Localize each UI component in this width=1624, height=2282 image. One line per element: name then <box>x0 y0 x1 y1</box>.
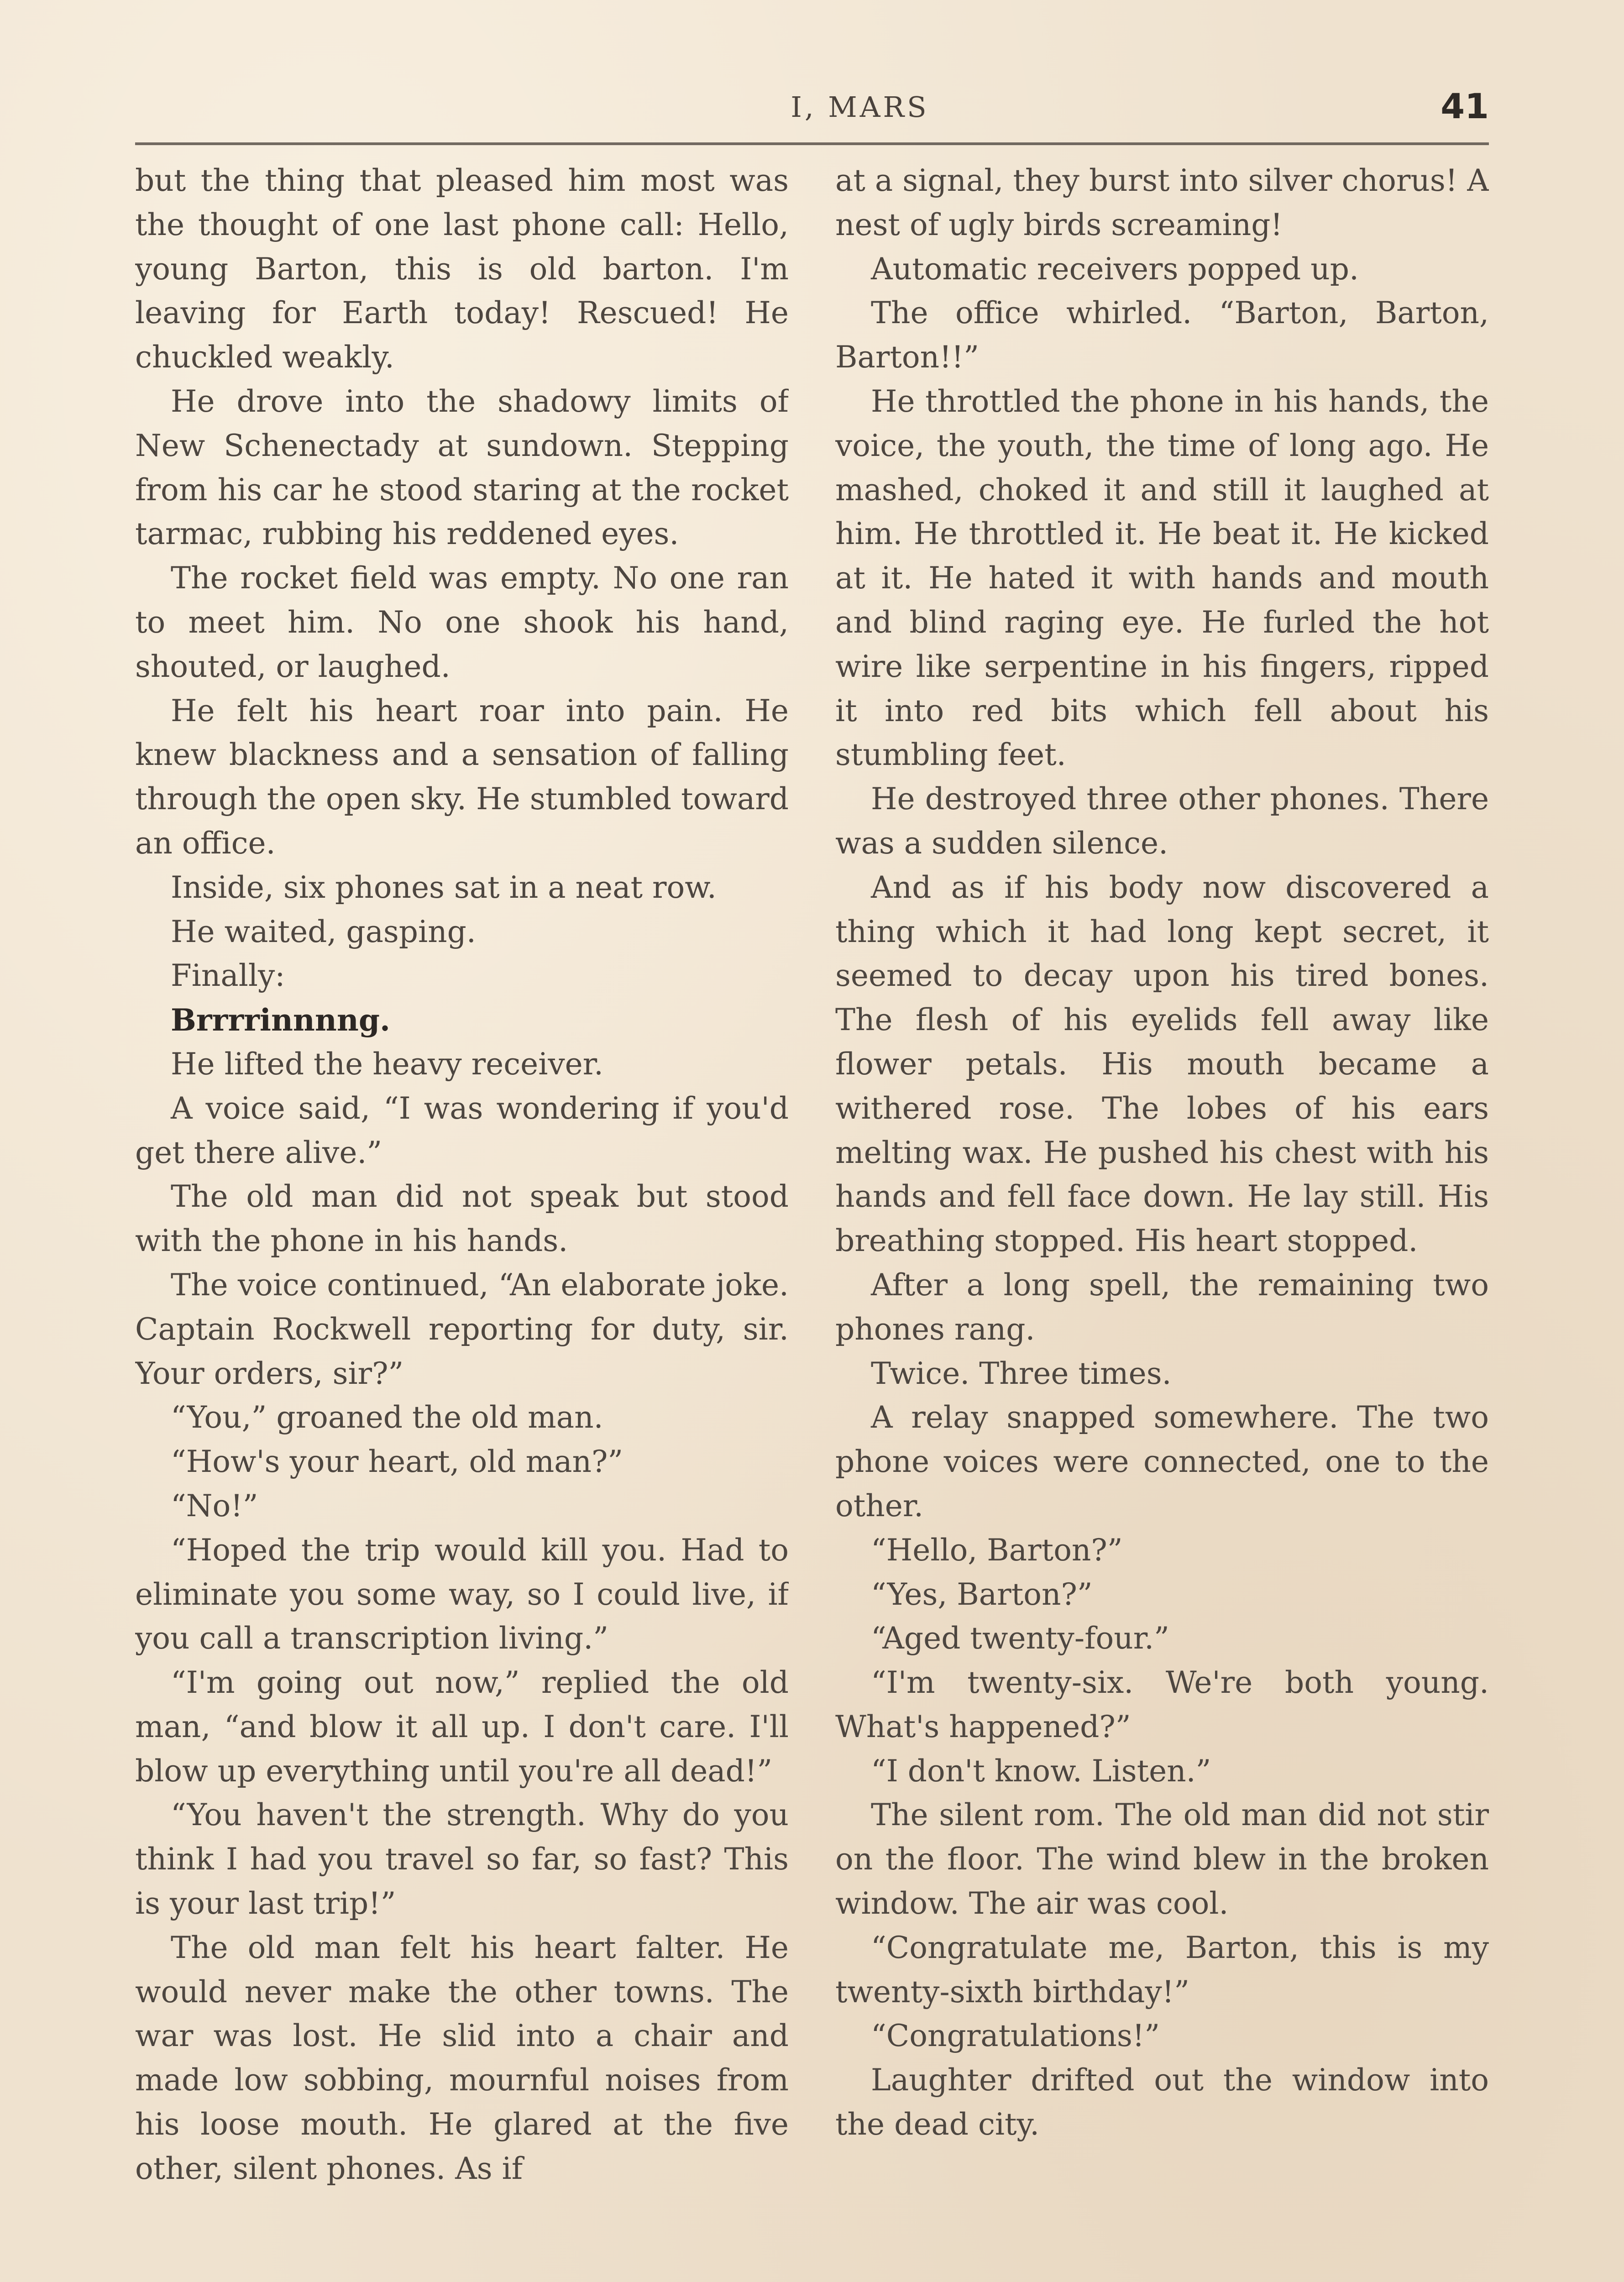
paragraph: A voice said, “I was wondering if you'd get there alive.” <box>135 1090 789 1170</box>
paragraph: but the thing that pleased him most was the thought of one last phone call: Hello, young Barton, this is old barton. I'm leaving for Earth today! Rescued! He chuckled weakly. <box>135 163 789 375</box>
paragraph: The old man felt his heart falter. He would never make the other towns. The war was lost. He slid into a chair and made low sobbing, mournful noises from his loose mouth. He glared at the five other, silent phones. As if <box>135 1930 789 2186</box>
paragraph: “I'm twenty-six. We're both young. What's happened?” <box>835 1665 1489 1744</box>
page-number: 41 <box>1441 86 1489 126</box>
paragraph: He destroyed three other phones. There was a sudden silence. <box>835 781 1489 861</box>
paragraph: “Hoped the trip would kill you. Had to eliminate you some way, so I could live, if you call a transcription living.” <box>135 1532 789 1656</box>
paragraph: The silent rom. The old man did not stir on the floor. The wind blew in the broken window. The air was cool. <box>835 1797 1489 1921</box>
running-title: I, MARS <box>791 90 929 124</box>
right-column <box>835 159 1489 2282</box>
paragraph: The office whirled. “Barton, Barton, Barton!!” <box>835 295 1489 375</box>
paragraph: “Aged twenty-four.” <box>871 1621 1169 1656</box>
left-column <box>135 159 789 2282</box>
paragraph: He drove into the shadowy limits of New Schenectady at sundown. Stepping from his car he stood staring at the rocket tarmac, rubbing his reddened eyes. <box>135 383 789 552</box>
paragraph: He lifted the heavy receiver. <box>171 1046 603 1082</box>
paragraph: Automatic receivers popped up. <box>871 251 1359 287</box>
paragraph: “Yes, Barton?” <box>871 1576 1093 1612</box>
paragraph: “Hello, Barton?” <box>871 1532 1123 1568</box>
paragraph: Laughter drifted out the window into the dead city. <box>835 2062 1489 2142</box>
paragraph: Inside, six phones sat in a neat row. <box>171 869 717 905</box>
paragraph: “I don't know. Listen.” <box>871 1753 1211 1789</box>
paragraph: “No!” <box>171 1488 258 1523</box>
paragraph: “You haven't the strength. Why do you think I had you travel so far, so fast? This is your last trip!” <box>135 1797 789 1921</box>
paragraph: A relay snapped somewhere. The two phone voices were connected, one to the other. <box>835 1400 1489 1523</box>
text-columns <box>135 159 1489 2282</box>
paragraph: And as if his body now discovered a thing which it had long kept secret, it seemed to decay upon his tired bones. The flesh of his eyelids fell away like flower petals. His mouth became a withered rose. The lobes of his ears melting wax. He pushed his chest with his hands and fell face down. He lay still. His breathing stopped. His heart stopped. <box>835 869 1489 1259</box>
page-header <box>135 82 1489 137</box>
paragraph: The old man did not speak but stood with the phone in his hands. <box>135 1179 789 1259</box>
paragraph: He felt his heart roar into pain. He knew blackness and a sensation of falling through the open sky. He stumbled toward an office. <box>135 693 789 861</box>
paragraph: The rocket field was empty. No one ran to meet him. No one shook his hand, shouted, or laughed. <box>135 560 789 684</box>
paragraph: Brrrrinnnng. <box>171 1002 391 1038</box>
paragraph: Twice. Three times. <box>871 1356 1172 1391</box>
header-rule <box>135 142 1489 145</box>
paragraph: at a signal, they burst into silver chorus! A nest of ugly birds screaming! <box>835 163 1489 242</box>
paragraph: “Congratulations!” <box>871 2018 1160 2054</box>
paragraph: The voice continued, “An elaborate joke. Captain Rockwell reporting for duty, sir. Your orders, sir?” <box>135 1267 789 1391</box>
paragraph: “I'm going out now,” replied the old man, “and blow it all up. I don't care. I'll blow up everything until you're all dead!” <box>135 1665 789 1789</box>
paragraph: Finally: <box>171 958 285 994</box>
paragraph: “Congratulate me, Barton, this is my twenty-sixth birthday!” <box>835 1930 1489 2010</box>
paragraph: “You,” groaned the old man. <box>171 1400 603 1435</box>
paragraph: After a long spell, the remaining two phones rang. <box>835 1267 1489 1347</box>
paragraph: He waited, gasping. <box>171 914 476 949</box>
paragraph: “How's your heart, old man?” <box>171 1444 623 1480</box>
paragraph: He throttled the phone in his hands, the voice, the youth, the time of long ago. He mashed, choked it and still it laughed at him. He throttled it. He beat it. He kicked at it. He hated it with hands and mouth and blind raging eye. He furled the hot wire like serpentine in his fingers, ripped it into red bits which fell about his stumbling feet. <box>835 383 1489 773</box>
